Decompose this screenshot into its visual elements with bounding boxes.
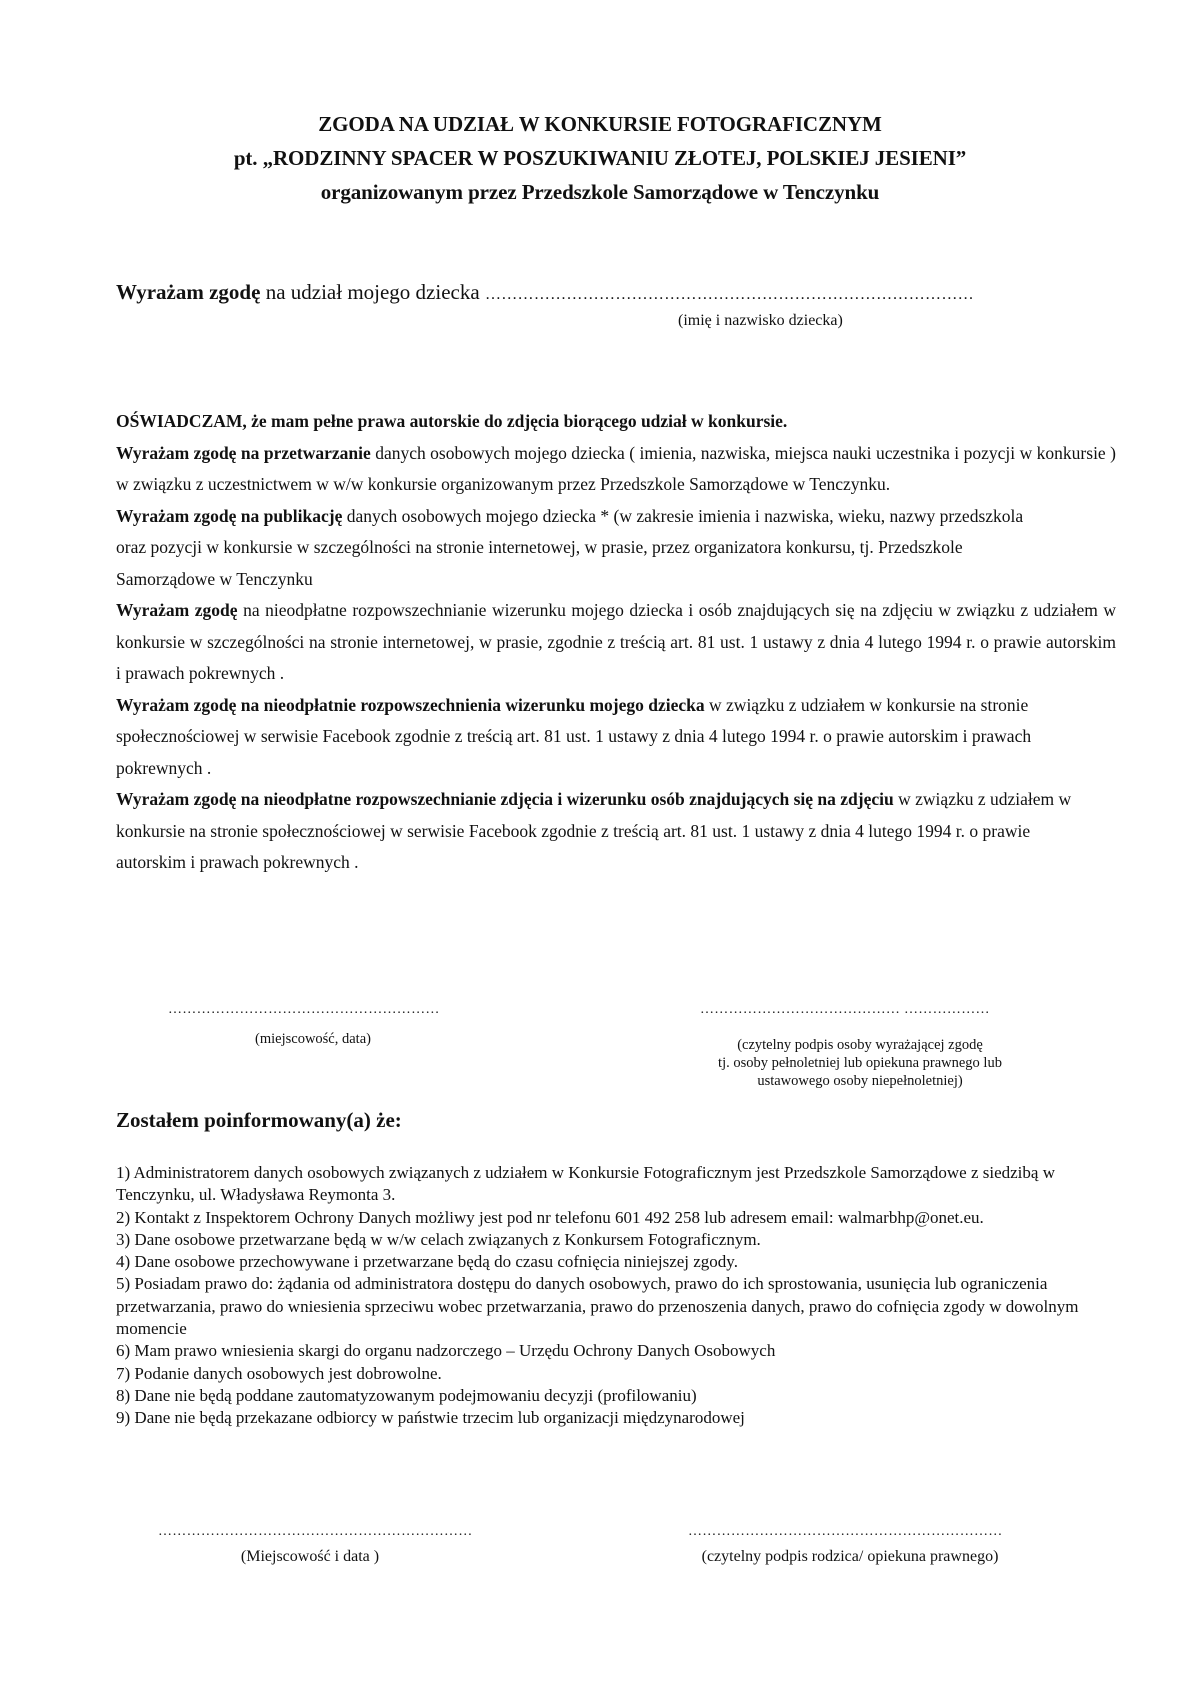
- signature-caption-2: (czytelny podpis rodzica/ opiekuna prawnego): [701, 1548, 999, 1565]
- info-item: 1) Administratorem danych osobowych związanych z udziałem w Konkursie Fotograficznym jest Przedszkole Samorządowe z siedzibą w Tenczynku, ul. Władysława Reymonta 3.: [116, 1163, 1055, 1205]
- signature-caption-1: [680, 1036, 1040, 1090]
- declaration-bold: OŚWIADCZAM, że mam pełne prawa autorskie do zdjęcia biorącego udział w konkursie.: [116, 411, 788, 431]
- signature-caption-line: tj. osoby pełnoletniej lub opiekuna prawnego lub: [718, 1055, 1002, 1071]
- signature-caption-line: (czytelny podpis osoby wyrażającej zgodę: [737, 1037, 983, 1053]
- document-title-line-1: ZGODA NA UDZIAŁ W KONKURSIE FOTOGRAFICZNYM: [318, 112, 882, 136]
- declaration-bold: Wyrażam zgodę na nieodpłatne rozpowszechnianie zdjęcia i wizerunku osób znajdujących się na zdjęciu: [116, 789, 894, 809]
- declaration-copyright: [116, 406, 1116, 438]
- place-date-field-1[interactable]: …………………………………………………: [168, 1002, 440, 1017]
- child-name-caption: (imię i nazwisko dziecka): [678, 312, 843, 329]
- declaration-image-facebook: [116, 690, 1116, 785]
- signature-caption-line: ustawowego osoby niepełnoletniej): [757, 1073, 963, 1089]
- info-item: 7) Podanie danych osobowych jest dobrowolne.: [116, 1363, 442, 1383]
- document-title-line-2: pt. „RODZINNY SPACER W POSZUKIWANIU ZŁOTEJ, POLSKIEJ JESIENI”: [233, 146, 967, 170]
- info-item: 9) Dane nie będą przekazane odbiorcy w państwie trzecim lub organizacji międzynarodowej: [116, 1408, 745, 1428]
- place-date-caption-1: (miejscowość, data): [255, 1031, 371, 1047]
- info-heading: Zostałem poinformowany(a) że:: [116, 1108, 402, 1132]
- declaration-bold: Wyrażam zgodę na publikację: [116, 505, 343, 526]
- declaration-text: w związku z udziałem w konkursie na stronie społecznościowej w serwisie Facebook zgodnie z treścią art. 81 ust. 1 ustawy z dnia 4 lutego 1994 r. o prawie autorskim i prawach pokrewnych .: [116, 694, 1032, 778]
- signature-field-1[interactable]: …………………………………… ………………: [700, 1002, 990, 1017]
- signature-field-2[interactable]: …………………………………………………………: [688, 1524, 1003, 1539]
- info-item: 3) Dane osobowe przetwarzane będą w w/w celach związanych z Konkursem Fotograficznym.: [116, 1229, 761, 1249]
- info-item: 6) Mam prawo wniesienia skargi do organu nadzorczego – Urzędu Ochrony Danych Osobowych: [116, 1341, 776, 1361]
- place-date-field-2[interactable]: …………………………………………………………: [158, 1524, 473, 1539]
- declaration-processing: [116, 438, 1116, 501]
- consent-bold: Wyrażam zgodę: [116, 280, 261, 304]
- declaration-text: na nieodpłatne rozpowszechnianie wizerunku mojego dziecka i osób znajdujących się na zdjęciu w związku z udziałem w konkursie w szczególności na stronie internetowej, w prasie, zgodnie z treścią art. 81 ust. 1 ustawy z dnia 4 lutego 1994 r. o prawie autorskim i prawach pokrewnych .: [116, 600, 1116, 683]
- declaration-text: w związku z udziałem w konkursie na stronie społecznościowej w serwisie Facebook zgodnie z treścią art. 81 ust. 1 ustawy z dnia 4 lutego 1994 r. o prawie autorskim i prawach pokrewnych .: [116, 789, 1072, 872]
- declaration-bold: Wyrażam zgodę na nieodpłatnie rozpowszechnienia wizerunku mojego dziecka: [116, 694, 705, 715]
- info-item: 4) Dane osobowe przechowywane i przetwarzane będą do czasu cofnięcia niniejszej zgody.: [116, 1252, 738, 1272]
- declaration-bold: Wyrażam zgodę: [116, 600, 238, 620]
- declaration-text: danych osobowych mojego dziecka * (w zakresie imienia i nazwiska, wieku, nazwy przedszkola oraz pozycji w konkursie w szczególności na stronie internetowej, w prasie, przez organizatora konkursu, tj. Przedszkole Samorządowe w Tenczynku: [116, 505, 1024, 589]
- declaration-photo-facebook: [116, 784, 1116, 879]
- declaration-publication: [116, 501, 1116, 596]
- place-date-caption-2: (Miejscowość i data ): [240, 1548, 380, 1565]
- info-list: [116, 1162, 1096, 1430]
- info-item: 8) Dane nie będą poddane zautomatyzowanym podejmowaniu decyzji (profilowaniu): [116, 1385, 697, 1405]
- declaration-image-web: [116, 595, 1116, 690]
- info-item: 5) Posiadam prawo do: żądania od administratora dostępu do danych osobowych, prawo do ich sprostowania, usunięcia lub ograniczenia przetwarzania, prawo do wniesienia sprzeciwu wobec przetwarzania, prawo do przenoszenia danych, prawo do cofnięcia zgody w dowolnym momencie: [116, 1274, 1079, 1339]
- document-title-line-3: organizowanym przez Przedszkole Samorządowe w Tenczynku: [320, 180, 880, 204]
- child-consent-line: [116, 280, 974, 305]
- declaration-bold: Wyrażam zgodę na przetwarzanie: [116, 442, 371, 463]
- child-name-field[interactable]: ………………………………………………………………………………: [484, 286, 974, 303]
- declaration-text: danych osobowych mojego dziecka ( imienia, nazwiska, miejsca nauki uczestnika i pozycji w konkursie ) w związku z uczestnictwem w w/w konkursie organizowanym przez Przedszkole Samorządowe w Tenczynku.: [116, 442, 1116, 494]
- declarations: [116, 406, 1116, 879]
- consent-text: na udział mojego dziecka: [260, 280, 485, 304]
- info-item: 2) Kontakt z Inspektorem Ochrony Danych możliwy jest pod nr telefonu 601 492 258 lub adresem email: walmarbhp@onet.eu.: [116, 1207, 984, 1227]
